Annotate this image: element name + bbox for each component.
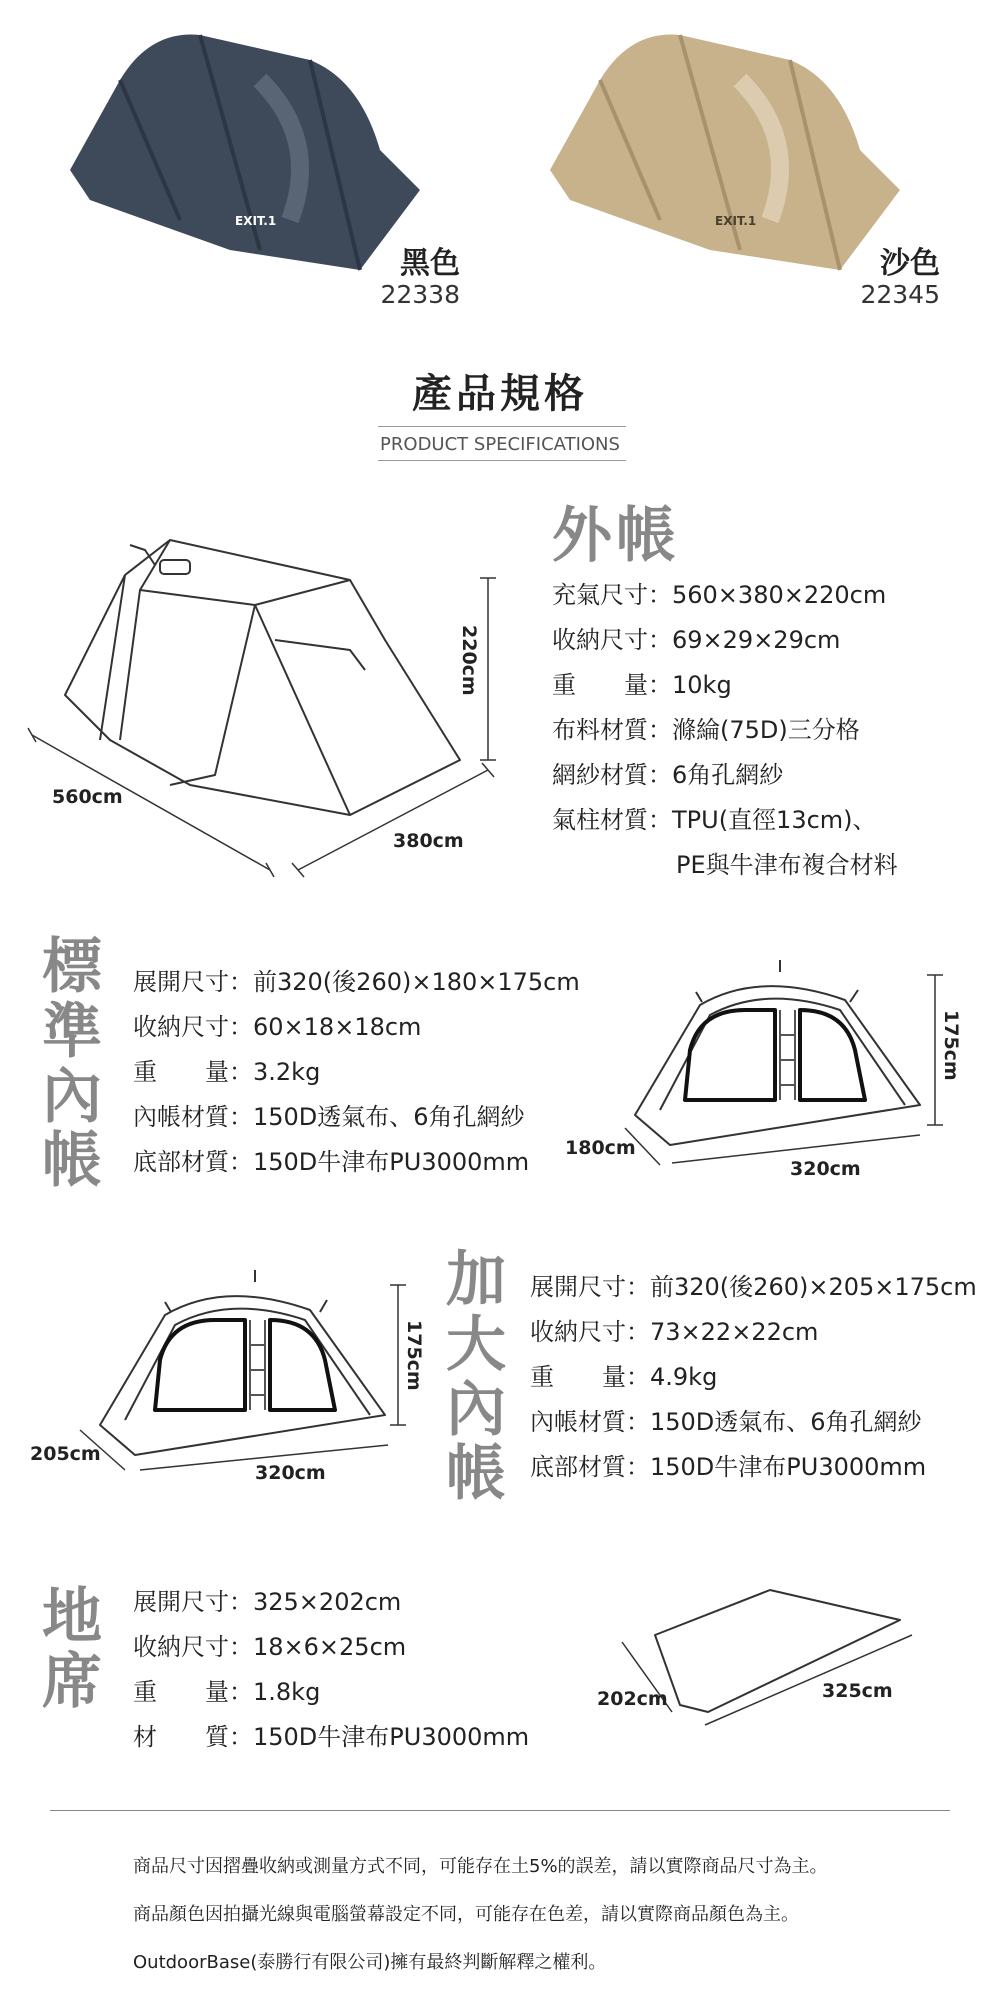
outer-spec-row: 充氣尺寸：560×380×220cm xyxy=(552,581,887,609)
brand-mark-black: EXIT.1 xyxy=(235,214,277,228)
standard-dim-length: 320cm xyxy=(790,1158,861,1180)
outer-spec-row: 氣柱材質：TPU(直徑13cm)、 xyxy=(552,806,877,834)
outer-dim-height: 220cm xyxy=(458,625,480,696)
standard-spec-row: 重量：3.2kg xyxy=(133,1058,321,1086)
brand-mark-sand: EXIT.1 xyxy=(715,214,757,228)
mat-dim-depth: 202cm xyxy=(597,1688,668,1710)
mat-spec-row: 材質：150D牛津布PU3000mm xyxy=(133,1723,530,1751)
outer-spec-row: 重量：10kg xyxy=(552,671,732,699)
large-spec-row: 收納尺寸：73×22×22cm xyxy=(530,1318,819,1346)
outer-spec-row: 布料材質：滌綸(75D)三分格 xyxy=(552,716,860,744)
standard-dim-height: 175cm xyxy=(940,1010,962,1081)
standard-dim-depth: 180cm xyxy=(565,1137,636,1159)
outer-title: 外帳 xyxy=(552,501,680,571)
outer-dim-width: 380cm xyxy=(393,830,464,852)
footer-divider xyxy=(50,1810,950,1811)
color-name-sand: 沙色 xyxy=(880,246,940,281)
outer-dim-length: 560cm xyxy=(52,786,123,808)
note-line: 商品尺寸因摺疊收納或測量方式不同，可能存在土5%的誤差，請以實際商品尺寸為主。 xyxy=(133,1856,828,1877)
page-subtitle: PRODUCT SPECIFICATIONS xyxy=(380,434,620,455)
outer-spec-cont: PE與牛津布複合材料 xyxy=(676,851,898,879)
color-name-black: 黑色 xyxy=(400,246,460,281)
mat-dim-length: 325cm xyxy=(822,1680,893,1702)
mat-spec-row: 收納尺寸：18×6×25cm xyxy=(133,1633,407,1661)
color-code-black: 22338 xyxy=(380,280,460,309)
standard-spec-row: 底部材質：150D牛津布PU3000mm xyxy=(133,1148,530,1176)
large-dim-length: 320cm xyxy=(255,1462,326,1484)
standard-spec-row: 展開尺寸：前320(後260)×180×175cm xyxy=(133,968,580,996)
mat-spec-row: 展開尺寸：325×202cm xyxy=(133,1588,402,1616)
footer-notes xyxy=(133,1852,828,1996)
page-title: 產品規格 xyxy=(412,371,588,417)
large-spec-row: 展開尺寸：前320(後260)×205×175cm xyxy=(530,1273,977,1301)
outer-spec-row: 收納尺寸：69×29×29cm xyxy=(552,626,841,654)
note-line: OutdoorBase(泰勝行有限公司)擁有最終判斷解釋之權利。 xyxy=(133,1952,607,1973)
mat-title: 地席 xyxy=(42,1582,102,1717)
large-dim-depth: 205cm xyxy=(30,1443,101,1465)
color-code-sand: 22345 xyxy=(860,280,940,309)
outer-spec-row: 網紗材質：6角孔網紗 xyxy=(552,761,784,789)
mat-spec-row: 重量：1.8kg xyxy=(133,1678,321,1706)
note-line: 商品顏色因拍攝光線與電腦螢幕設定不同，可能存在色差，請以實際商品顏色為主。 xyxy=(133,1904,799,1925)
large-dim-height: 175cm xyxy=(403,1320,425,1391)
large-spec-row: 內帳材質：150D透氣布、6角孔網紗 xyxy=(530,1408,922,1436)
large-spec-row: 底部材質：150D牛津布PU3000mm xyxy=(530,1453,927,1481)
large-spec-row: 重量：4.9kg xyxy=(530,1363,718,1391)
standard-spec-row: 收納尺寸：60×18×18cm xyxy=(133,1013,422,1041)
standard-title: 標準內帳 xyxy=(42,932,102,1197)
standard-spec-row: 內帳材質：150D透氣布、6角孔網紗 xyxy=(133,1103,525,1131)
large-title: 加大內帳 xyxy=(446,1245,506,1510)
